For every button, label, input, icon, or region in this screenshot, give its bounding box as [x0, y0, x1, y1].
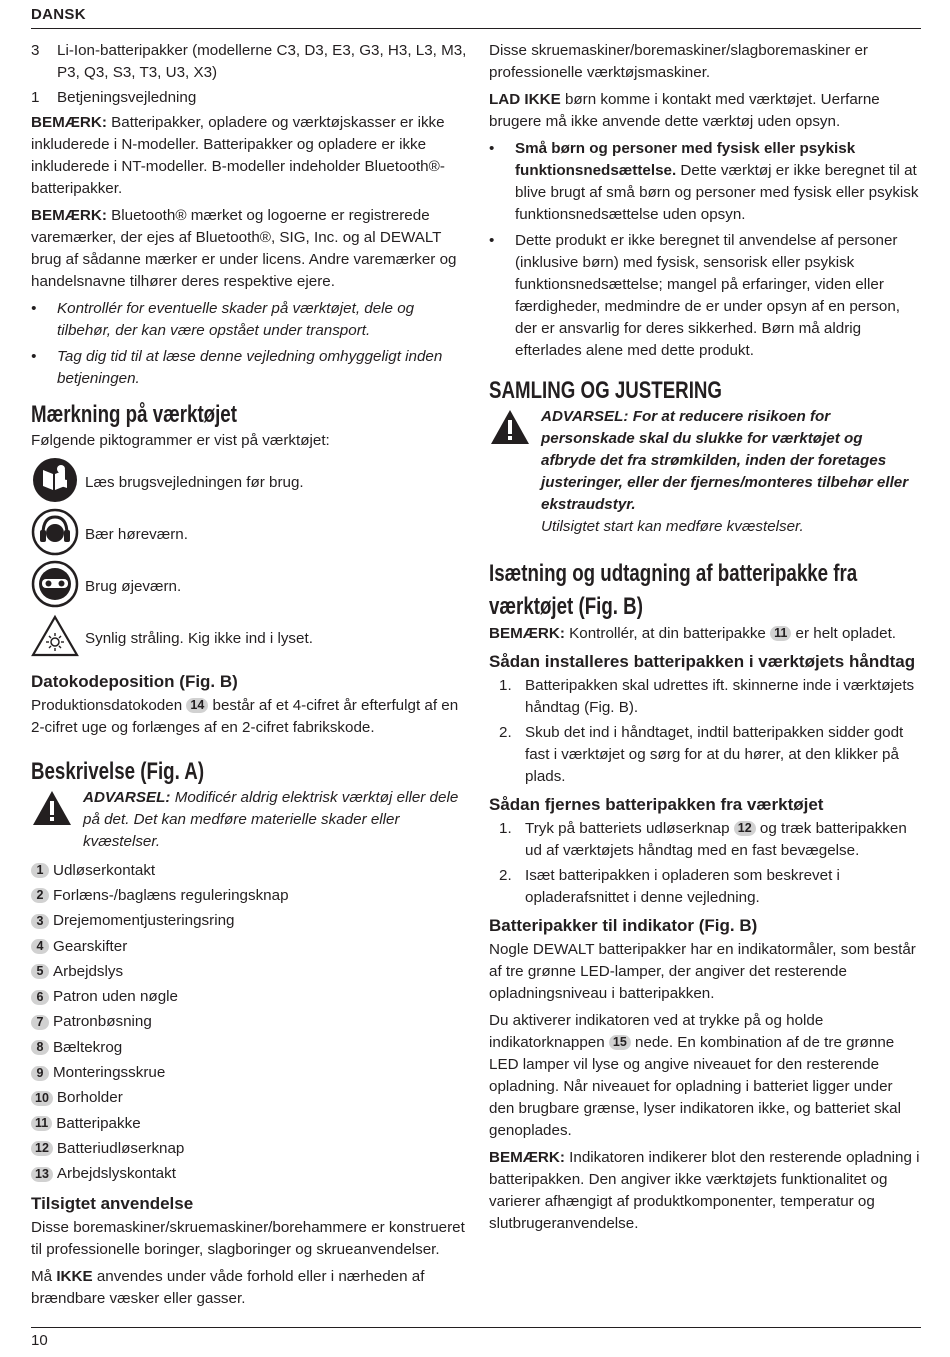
page-number: 10 [31, 1332, 48, 1349]
callout-badge: 12 [734, 821, 756, 836]
component-item: 1 Udløserkontakt [31, 858, 468, 883]
component-item: 7 Patronbøsning [31, 1010, 468, 1035]
note-paragraph: BEMÆRK: Kontrollér, at din batteripakke 11 er helt opladet. [489, 625, 897, 642]
section-subtitle-indicator: Batteripakker til indikator (Fig. B) [489, 916, 758, 935]
bullet-item: • Tag dig tid til at læse denne vejledning omhyggeligt inden betjeningen. [31, 348, 443, 387]
page-header-language: DANSK [31, 6, 86, 23]
read-manual-icon [31, 456, 85, 511]
section-title-marking: Mærkning på værktøjet [31, 401, 237, 428]
left-column [31, 40, 468, 1315]
section-subtitle-datecode: Datokodeposition (Fig. B) [31, 672, 238, 691]
component-list [31, 858, 468, 1187]
intended-paragraph: Må IKKE anvendes under våde forhold eller i nærheden af brændbare væsker eller gasser. [31, 1267, 425, 1307]
intended-paragraph: Disse boremaskiner/skruemaskiner/borehammere er konstrueret til professionelle boringer, slagboringer og skrueanvendelser. [31, 1218, 465, 1258]
header-divider [31, 28, 921, 29]
paragraph: Nogle DEWALT batteripakker har en indikatormåler, som består af tre grønne LED-lamper, der angiver det resterende opladningsniveau i batteripakken. [489, 941, 916, 1002]
section-subtitle-install: Sådan installeres batteripakken i værktøjets håndtag [489, 652, 916, 671]
section-subtitle-remove: Sådan fjernes batteripakken fra værktøjet [489, 795, 824, 814]
marking-intro: Følgende piktogrammer er vist på værktøjet: [31, 432, 330, 449]
note-paragraph: BEMÆRK: Bluetooth® mærket og logoerne er registrerede varemærker, der ejes af Bluetooth®, SIG, Inc. og al DEWALT brug af sådanne mærker er under licens. Andre varemærker og handelsnavne tilhører deres respektive ejere. [31, 207, 457, 290]
callout-badge: 15 [609, 1035, 631, 1050]
list-item: 2. Skub det ind i håndtaget, indtil batteripakken sidder godt fast i værktøjet og sørg for at du hører, at den klikker på plads. [499, 724, 904, 785]
component-item: 10 Borholder [31, 1086, 468, 1111]
component-item: 13 Arbejdslyskontakt [31, 1162, 468, 1187]
section-title-battery: Isætning og udtagning af batteripakke fra værktøjet (Fig. B) [489, 560, 858, 620]
component-item: 2 Forlæns-/baglæns reguleringsknap [31, 883, 468, 908]
pictogram-row: Synlig stråling. Kig ikke ind i lyset. [31, 613, 468, 665]
component-item: 8 Bæltekrog [31, 1035, 468, 1060]
callout-badge: 14 [186, 698, 208, 713]
section-title-assembly: SAMLING OG JUSTERING [489, 377, 722, 404]
right-column [489, 40, 921, 1240]
pictogram-row: Bær høreværn. [31, 509, 468, 561]
bullet-item: • Små børn og personer med fysisk eller psykisk funktionsnedsættelse. Dette værktøj er ikke beregnet til at blive brugt af små børn og personer med fysisk eller psykisk funktionsnedsættelse uden opsyn. [489, 140, 919, 223]
paragraph: Disse skruemaskiner/boremaskiner/slagboremaskiner er professionelle værktøjsmaskiner. [489, 42, 868, 81]
paragraph: Du aktiverer indikatoren ved at trykke på og holde indikatorknappen 15 nede. En kombination af de tre grønne LED lamper vil lyse og angive niveauet for den resterende opladning. Når niveauet for opladning i batteriet ligger under den brugbare grænse, lyser indikatoren ikke, og batteriet skal genoplades. [489, 1012, 901, 1139]
bullet-item: • Dette produkt er ikke beregnet til anvendelse af personer (inklusive børn) med fysisk, sensorisk eller psykisk funktionsnedsættelse; mangel på erfaringer, viden eller færdigheder, medmindre de er under opsyn af en person, der er ansvarlig for deres sikkerhed. Børn må aldrig efterlades alene med dette produkt. [489, 232, 900, 359]
visible-radiation-icon [31, 614, 85, 665]
hearing-protection-icon [31, 508, 85, 563]
pictogram-row: Brug øjeværn. [31, 561, 468, 613]
section-subtitle-intended-use: Tilsigtet anvendelse [31, 1193, 194, 1213]
component-item: 3 Drejemomentjusteringsring [31, 909, 468, 934]
list-item: 3 Li-Ion-batteripakker (modellerne C3, D3, E3, G3, H3, L3, M3, P3, Q3, S3, T3, U3, X3) [31, 42, 467, 81]
warning-block: ADVARSEL: For at reducere risikoen for personskade skal du slukke for værktøjet og afbryde det fra strømkilden, inden der foretages justeringer, eller der fjernes/monteres tilbehør eller ekstraudstyr. Utilsigtet start kan medføre kvæstelser. [489, 406, 921, 543]
section-title-description: Beskrivelse (Fig. A) [31, 758, 205, 785]
warning-block: ADVARSEL: Modificér aldrig elektrisk værktøj eller dele på det. Det kan medføre materielle skader eller kvæstelser. [31, 787, 468, 858]
list-item: 1. Tryk på batteriets udløserknap 12 og træk batteripakken ud af værktøjets håndtag med en fast bevægelse. [499, 820, 907, 859]
component-item: 5 Arbejdslys [31, 959, 468, 984]
warning-triangle-icon [489, 406, 541, 543]
eye-protection-icon [31, 560, 85, 615]
component-item: 4 Gearskifter [31, 934, 468, 959]
note-paragraph: BEMÆRK: Indikatoren indikerer blot den resterende opladning i batteripakken. Den angiver ikke værktøjets funktionalitet og varierer afhængigt af produktkomponenter, temperatur og slutbrugeranvendelse. [489, 1149, 920, 1232]
component-item: 9 Monteringsskrue [31, 1060, 468, 1085]
list-item: 1. Batteripakken skal udrettes ift. skinnerne inde i værktøjets håndtag (Fig. B). [499, 677, 915, 716]
note-paragraph: BEMÆRK: Batteripakker, opladere og værktøjskasser er ikke inkluderede i N-modeller. Batteripakker og opladere er ikke inkluderede i NT-modeller. B-modeller indeholder Bluetooth®-batteripakker. [31, 114, 445, 197]
component-item: 11 Batteripakke [31, 1111, 468, 1136]
paragraph: LAD IKKE børn komme i kontakt med værktøjet. Uerfarne brugere må ikke anvende dette værktøj uden opsyn. [489, 91, 880, 130]
bullet-item: • Kontrollér for eventuelle skader på værktøjet, dele og tilbehør, der kan være opstået under transport. [31, 300, 415, 339]
list-item: 2. Isæt batteripakken i opladeren som beskrevet i opladerafsnittet i denne vejledning. [499, 867, 840, 906]
datecode-paragraph: Produktionsdatokoden 14 består af et 4-cifret år efterfulgt af en 2-cifret uge og forlænges af en 2-cifret fabrikskode. [31, 697, 459, 736]
list-item: 1 Betjeningsvejledning [31, 89, 197, 106]
warning-triangle-icon [31, 787, 83, 858]
callout-badge: 11 [770, 626, 791, 641]
component-item: 12 Batteriudløserknap [31, 1136, 468, 1161]
component-item: 6 Patron uden nøgle [31, 984, 468, 1009]
footer-divider [31, 1327, 921, 1328]
pictogram-row: Læs brugsvejledningen før brug. [31, 457, 468, 509]
